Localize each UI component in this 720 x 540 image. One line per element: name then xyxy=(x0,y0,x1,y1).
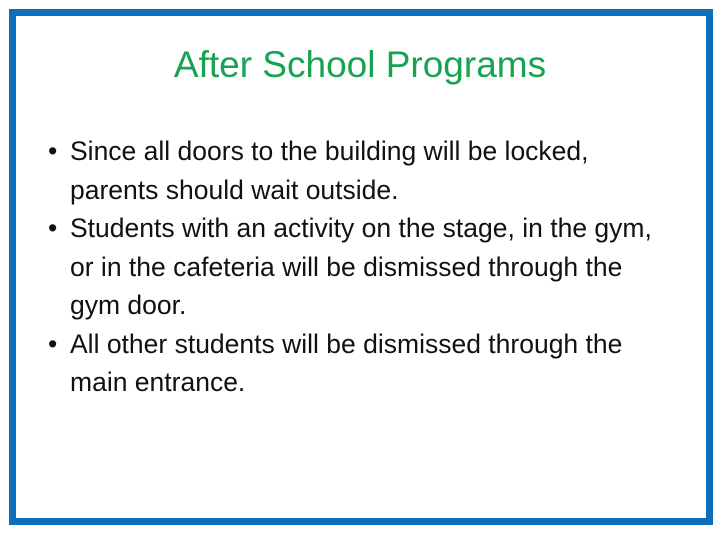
bullet-icon: • xyxy=(48,213,58,243)
list-item: • All other students will be dismissed through the main entrance. xyxy=(48,325,668,402)
slide-title: After School Programs xyxy=(173,44,547,85)
bullet-icon: • xyxy=(48,136,58,166)
bullet-icon: • xyxy=(48,328,58,359)
list-item: • Students with an activity on the stage, in the gym, or in the cafeteria will be dismissed through the gym door. xyxy=(48,209,668,325)
bullet-list xyxy=(48,132,668,402)
list-item: • Since all doors to the building will be locked, parents should wait outside. xyxy=(48,132,668,209)
